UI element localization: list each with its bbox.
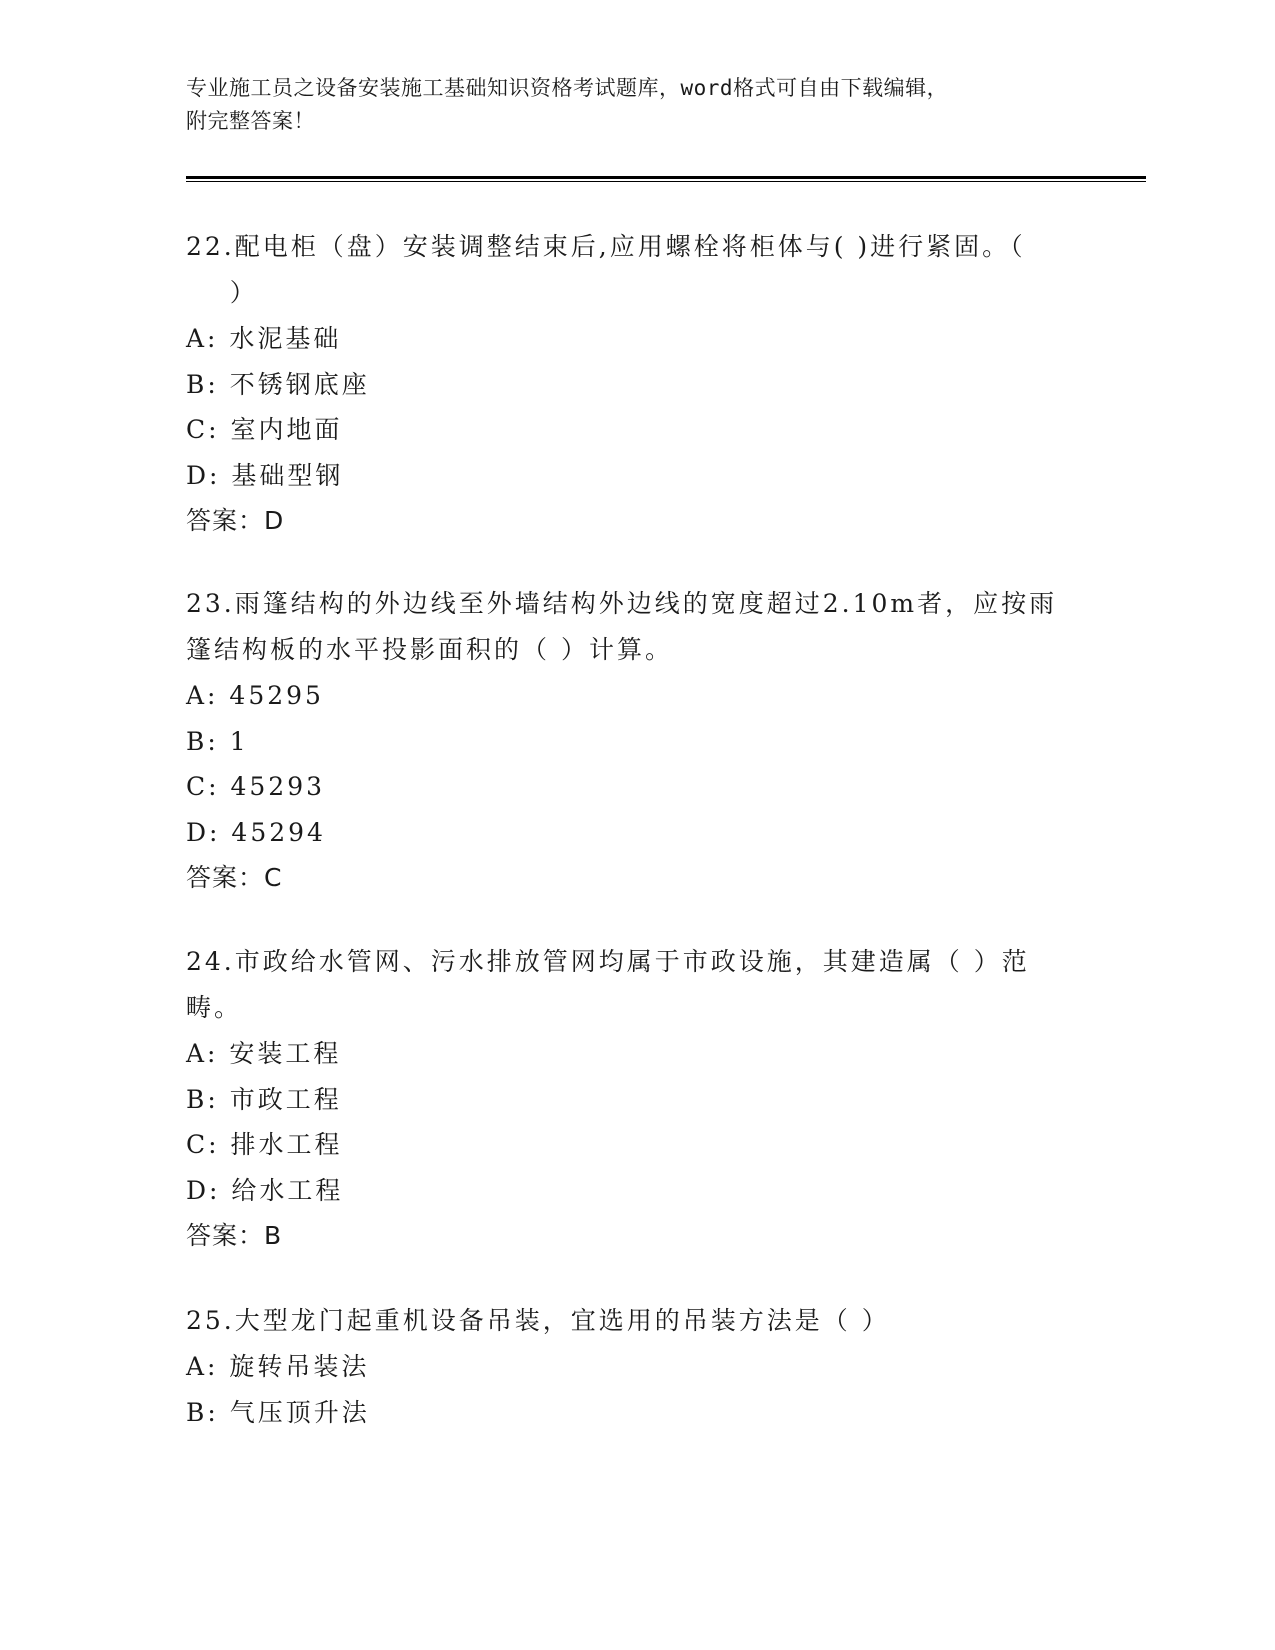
option-c: C: 排水工程 — [186, 1130, 343, 1159]
option-a: A: 旋转吊装法 — [186, 1352, 370, 1381]
option-b: B: 市政工程 — [186, 1084, 342, 1114]
answer-line: 答案：B — [186, 1221, 283, 1250]
option-d: D: 45294 — [186, 817, 326, 847]
answer-line: 答案：C — [186, 863, 283, 892]
header-divider-thick — [186, 176, 1146, 179]
question-24 — [186, 939, 1066, 1259]
option-d: D: 给水工程 — [186, 1175, 344, 1205]
option-b: B: 1 — [186, 726, 249, 756]
option-a: A: 安装工程 — [186, 1039, 342, 1068]
option-d: D: 基础型钢 — [186, 460, 344, 490]
option-b: B: 气压顶升法 — [186, 1397, 370, 1427]
question-23 — [186, 581, 1066, 901]
question-22 — [186, 224, 1066, 544]
document-header-note: 专业施工员之设备安装施工基础知识资格考试题库，word格式可自由下载编辑， 附完整答案！ — [186, 76, 949, 133]
option-c: C: 室内地面 — [186, 415, 343, 444]
option-a: A: 水泥基础 — [186, 324, 342, 353]
question-text: 25.大型龙门起重机设备吊装，宜选用的吊装方法是（ ） — [186, 1306, 890, 1335]
question-text: 23.雨篷结构的外边线至外墙结构外边线的宽度超过2.10m者，应按雨篷结构板的水平投影面积的（ ）计算。 — [186, 589, 1058, 664]
question-25 — [186, 1298, 1066, 1435]
option-b: B: 不锈钢底座 — [186, 369, 370, 399]
header-divider-thin — [186, 181, 1146, 182]
question-text: 22.配电柜（盘）安装调整结束后,应用螺栓将柜体与( )进行紧固。（ ） — [186, 232, 1026, 307]
option-c: C: 45293 — [186, 772, 326, 801]
answer-line: 答案：D — [186, 506, 285, 535]
option-a: A: 45295 — [186, 681, 324, 710]
question-text: 24.市政给水管网、污水排放管网均属于市政设施，其建造属（ ）范畴。 — [186, 947, 1030, 1022]
